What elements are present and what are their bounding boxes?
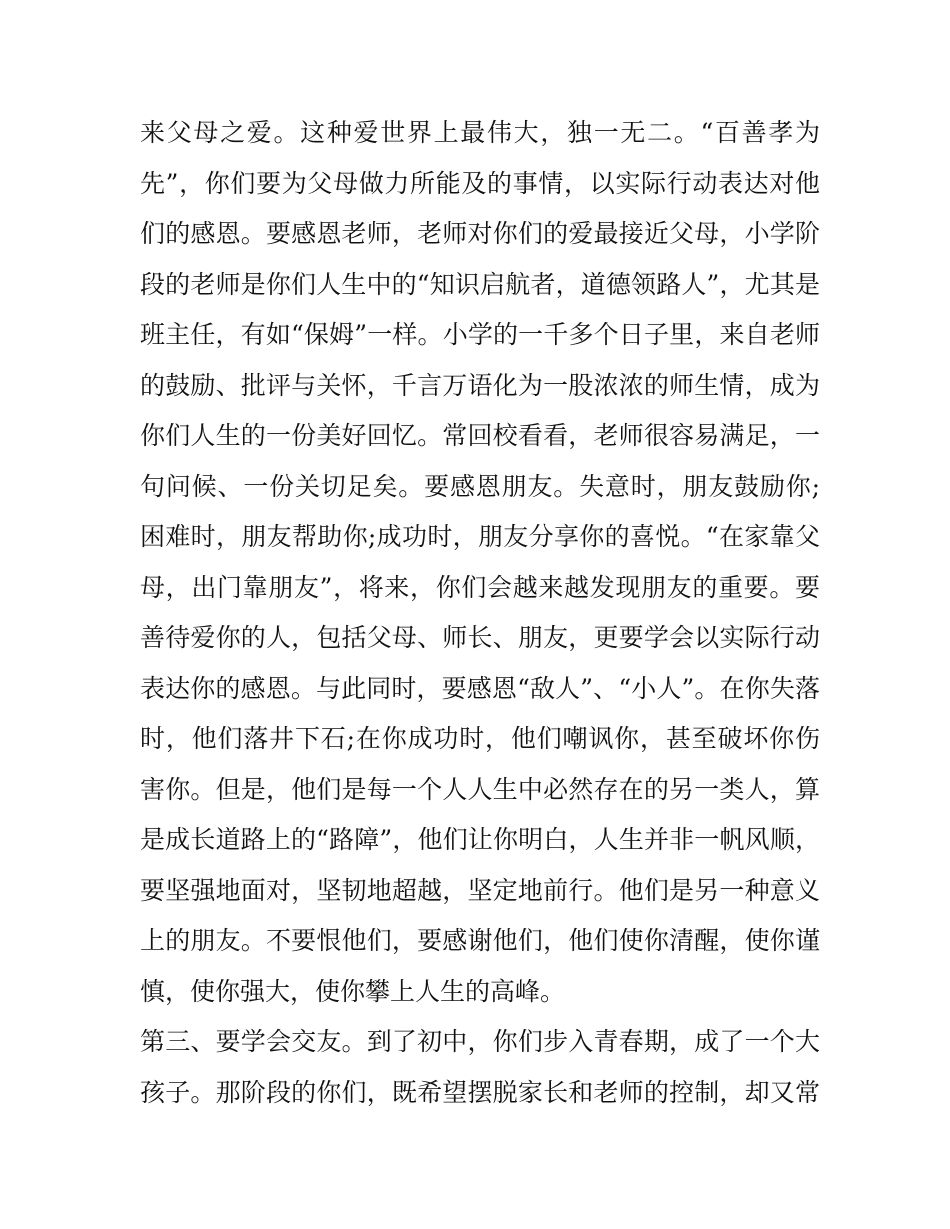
text-line: 班主任，有如“保姆”一样。小学的一千多个日子里，来自老师 bbox=[140, 320, 820, 349]
text-line: 们的感恩。要感恩老师，老师对你们的爱最接近父母，小学阶 bbox=[140, 219, 820, 248]
text-line: 句问候、一份关切足矣。要感恩朋友。失意时，朋友鼓励你; bbox=[140, 471, 820, 501]
text-line: 慎，使你强大，使你攀上人生的高峰。 bbox=[140, 976, 566, 1006]
text-line: 困难时，朋友帮助你;成功时，朋友分享你的喜悦。“在家靠父 bbox=[140, 522, 820, 551]
text-line: 第三、要学会交友。到了初中，你们步入青春期，成了一个大 bbox=[140, 1027, 820, 1056]
body-text bbox=[140, 108, 820, 1118]
text-line: 上的朋友。不要恨他们，要感谢他们，他们使你清醒，使你谨 bbox=[140, 926, 820, 955]
text-line: 的鼓励、批评与关怀，千言万语化为一股浓浓的师生情，成为 bbox=[140, 370, 820, 400]
text-line: 先”，你们要为父母做力所能及的事情，以实际行动表达对他 bbox=[140, 168, 820, 198]
text-line: 段的老师是你们人生中的“知识启航者，道德领路人”，尤其是 bbox=[140, 269, 820, 299]
text-line: 是成长道路上的“路障”，他们让你明白，人生并非一帆风顺， bbox=[140, 825, 820, 854]
text-line: 母，出门靠朋友”，将来，你们会越来越发现朋友的重要。要 bbox=[140, 572, 820, 602]
text-line: 来父母之爱。这种爱世界上最伟大，独一无二。“百善孝为 bbox=[140, 118, 820, 147]
text-line: 孩子。那阶段的你们，既希望摆脱家长和老师的控制，却又常 bbox=[140, 1077, 820, 1107]
text-line: 你们人生的一份美好回忆。常回校看看，老师很容易满足，一 bbox=[140, 421, 820, 450]
text-line: 善待爱你的人，包括父母、师长、朋友，更要学会以实际行动 bbox=[140, 623, 820, 652]
text-line: 害你。但是，他们是每一个人人生中必然存在的另一类人，算 bbox=[140, 774, 820, 804]
text-line: 表达你的感恩。与此同时，要感恩“敌人”、“小人”。在你失落 bbox=[140, 673, 820, 703]
text-line: 时，他们落井下石;在你成功时，他们嘲讽你，甚至破坏你伤 bbox=[140, 724, 820, 753]
text-line: 要坚强地面对，坚韧地超越，坚定地前行。他们是另一种意义 bbox=[140, 875, 820, 905]
